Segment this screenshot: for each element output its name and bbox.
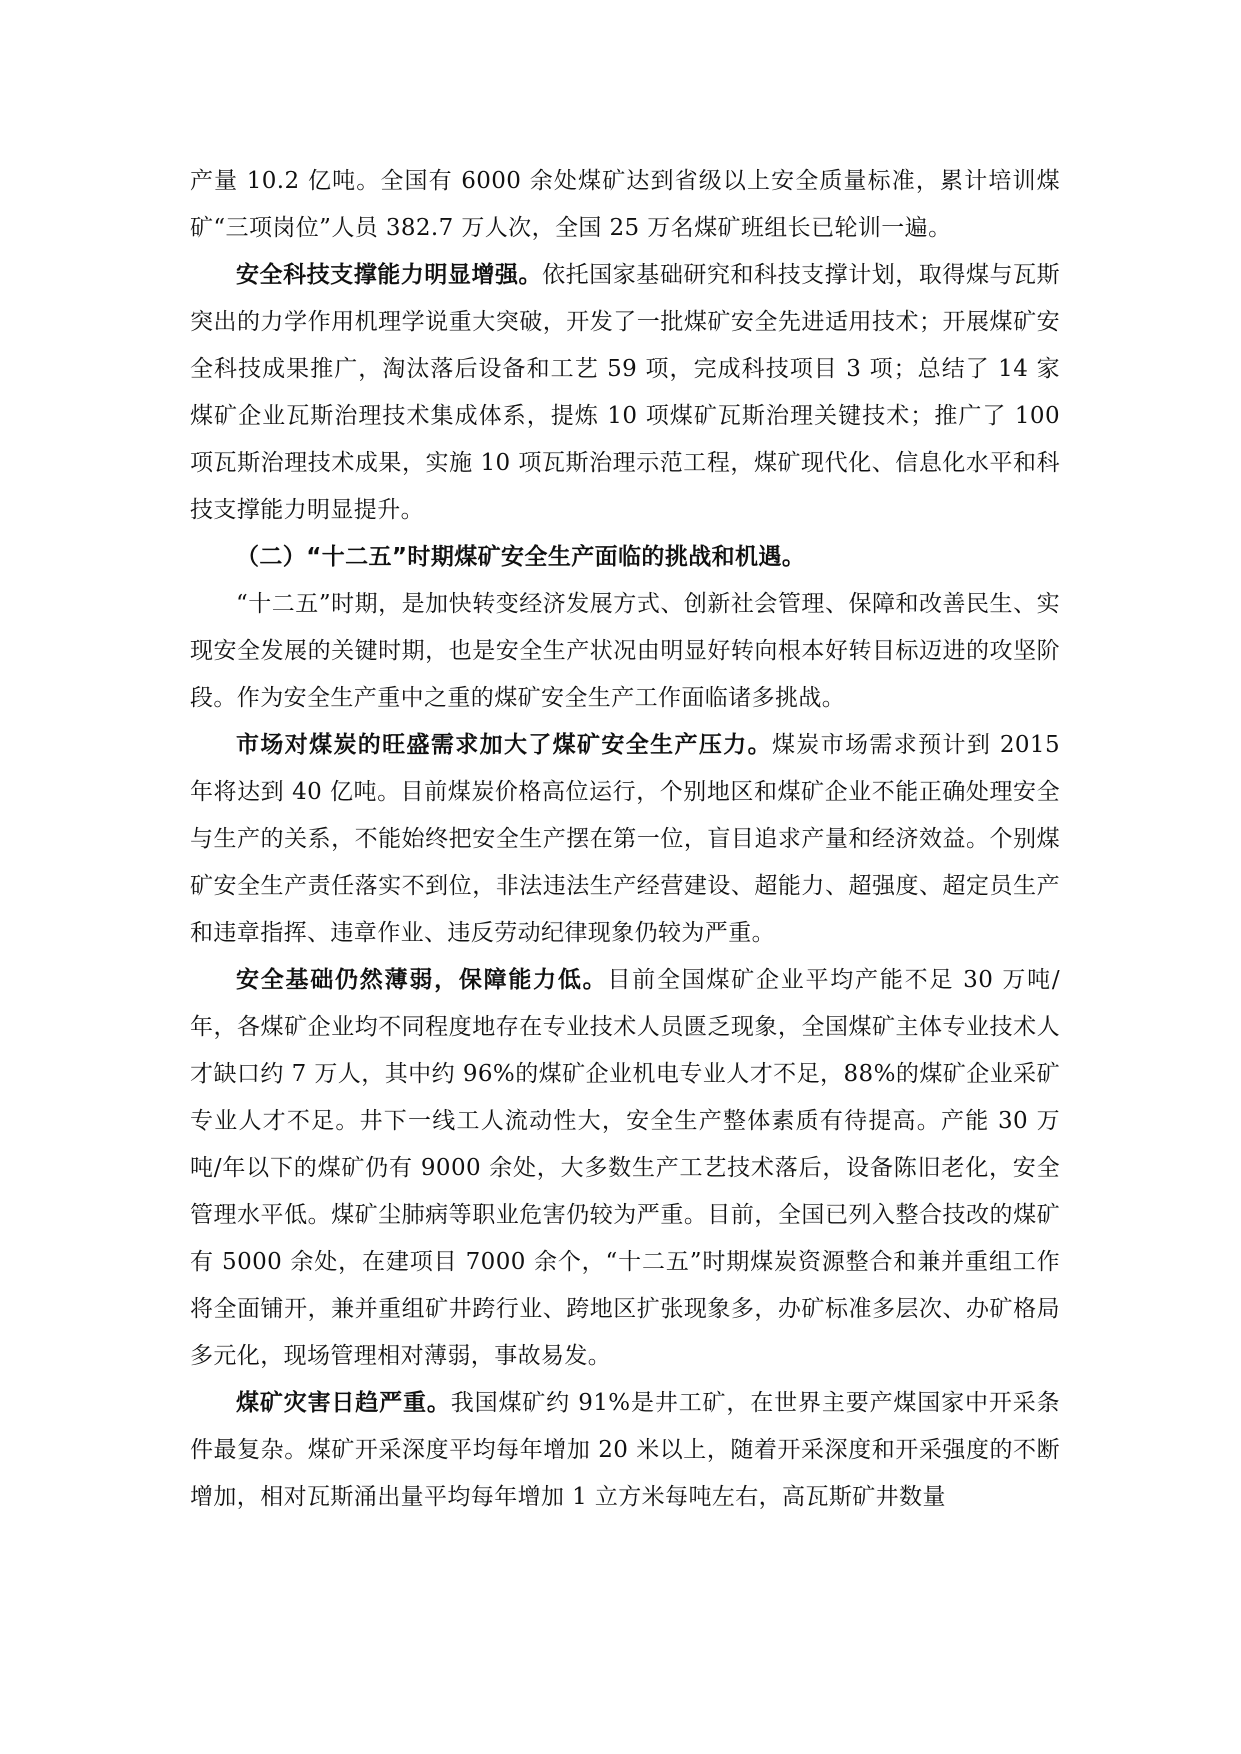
paragraph-mine-disasters [190, 1380, 1060, 1521]
paragraph-weak-foundation [190, 957, 1060, 1380]
section-heading-text: （二）“十二五”时期煤矿安全生产面临的挑战和机遇。 [236, 544, 806, 570]
paragraph-production-continued [190, 158, 1060, 252]
paragraph-text: 目前全国煤矿企业平均产能不足 30 万吨/年，各煤矿企业均不同程度地存在专业技术人员匮乏现象，全国煤矿主体专业技术人才缺口约 7 万人，其中约 96%的煤矿企业机电专业人才不足，88%的煤矿企业采矿专业人才不足。井下一线工人流动性大，安全生产整体素质有待提高。产能 30 万吨/年以下的煤矿仍有 9000 余处，大多数生产工艺技术落后，设备陈旧老化，安全管理水平低。煤矿尘肺病等职业危害仍较为严重。目前，全国已列入整合技改的煤矿有 5000 余处，在建项目 7000 余个，“十二五”时期煤炭资源整合和兼并重组工作将全面铺开，兼并重组矿井跨行业、跨地区扩张现象多，办矿标准多层次、办矿格局多元化，现场管理相对薄弱，事故易发。 [190, 967, 1060, 1369]
paragraph-lead-heading: 安全科技支撑能力明显增强。 [236, 262, 543, 288]
paragraph-science-tech-support [190, 252, 1060, 534]
section-heading-challenges [190, 534, 1060, 581]
paragraph-text: 我国煤矿约 91%是井工矿，在世界主要产煤国家中开采条件最复杂。煤矿开采深度平均每年增加 20 米以上，随着开采深度和开采强度的不断增加，相对瓦斯涌出量平均每年增加 1 立方米每吨左右，高瓦斯矿井数量 [190, 1390, 1060, 1510]
paragraph-lead-heading: 市场对煤炭的旺盛需求加大了煤矿安全生产压力。 [236, 732, 772, 758]
paragraph-market-demand [190, 722, 1060, 957]
paragraph-text: 产量 10.2 亿吨。全国有 6000 余处煤矿达到省级以上安全质量标准，累计培训煤矿“三项岗位”人员 382.7 万人次，全国 25 万名煤矿班组长已轮训一遍。 [190, 168, 1060, 241]
paragraph-text: 依托国家基础研究和科技支撑计划，取得煤与瓦斯突出的力学作用机理学说重大突破，开发了一批煤矿安全先进适用技术；开展煤矿安全科技成果推广，淘汰落后设备和工艺 59 项，完成科技项目 3 项；总结了 14 家煤矿企业瓦斯治理技术集成体系，提炼 10 项煤矿瓦斯治理关键技术；推广了 100 项瓦斯治理技术成果，实施 10 项瓦斯治理示范工程，煤矿现代化、信息化水平和科技支撑能力明显提升。 [190, 262, 1060, 523]
document-body [190, 158, 1060, 1521]
paragraph-text: “十二五”时期，是加快转变经济发展方式、创新社会管理、保障和改善民生、实现安全发展的关键时期，也是安全生产状况由明显好转向根本好转目标迈进的攻坚阶段。作为安全生产重中之重的煤矿安全生产工作面临诸多挑战。 [190, 591, 1060, 711]
paragraph-lead-heading: 安全基础仍然薄弱，保障能力低。 [236, 967, 608, 993]
paragraph-text: 煤炭市场需求预计到 2015 年将达到 40 亿吨。目前煤炭价格高位运行，个别地区和煤矿企业不能正确处理安全与生产的关系，不能始终把安全生产摆在第一位，盲目追求产量和经济效益。个别煤矿安全生产责任落实不到位，非法违法生产经营建设、超能力、超强度、超定员生产和违章指挥、违章作业、违反劳动纪律现象仍较为严重。 [190, 732, 1060, 946]
paragraph-twelfth-five-year-period [190, 581, 1060, 722]
paragraph-lead-heading: 煤矿灾害日趋严重。 [236, 1390, 451, 1416]
